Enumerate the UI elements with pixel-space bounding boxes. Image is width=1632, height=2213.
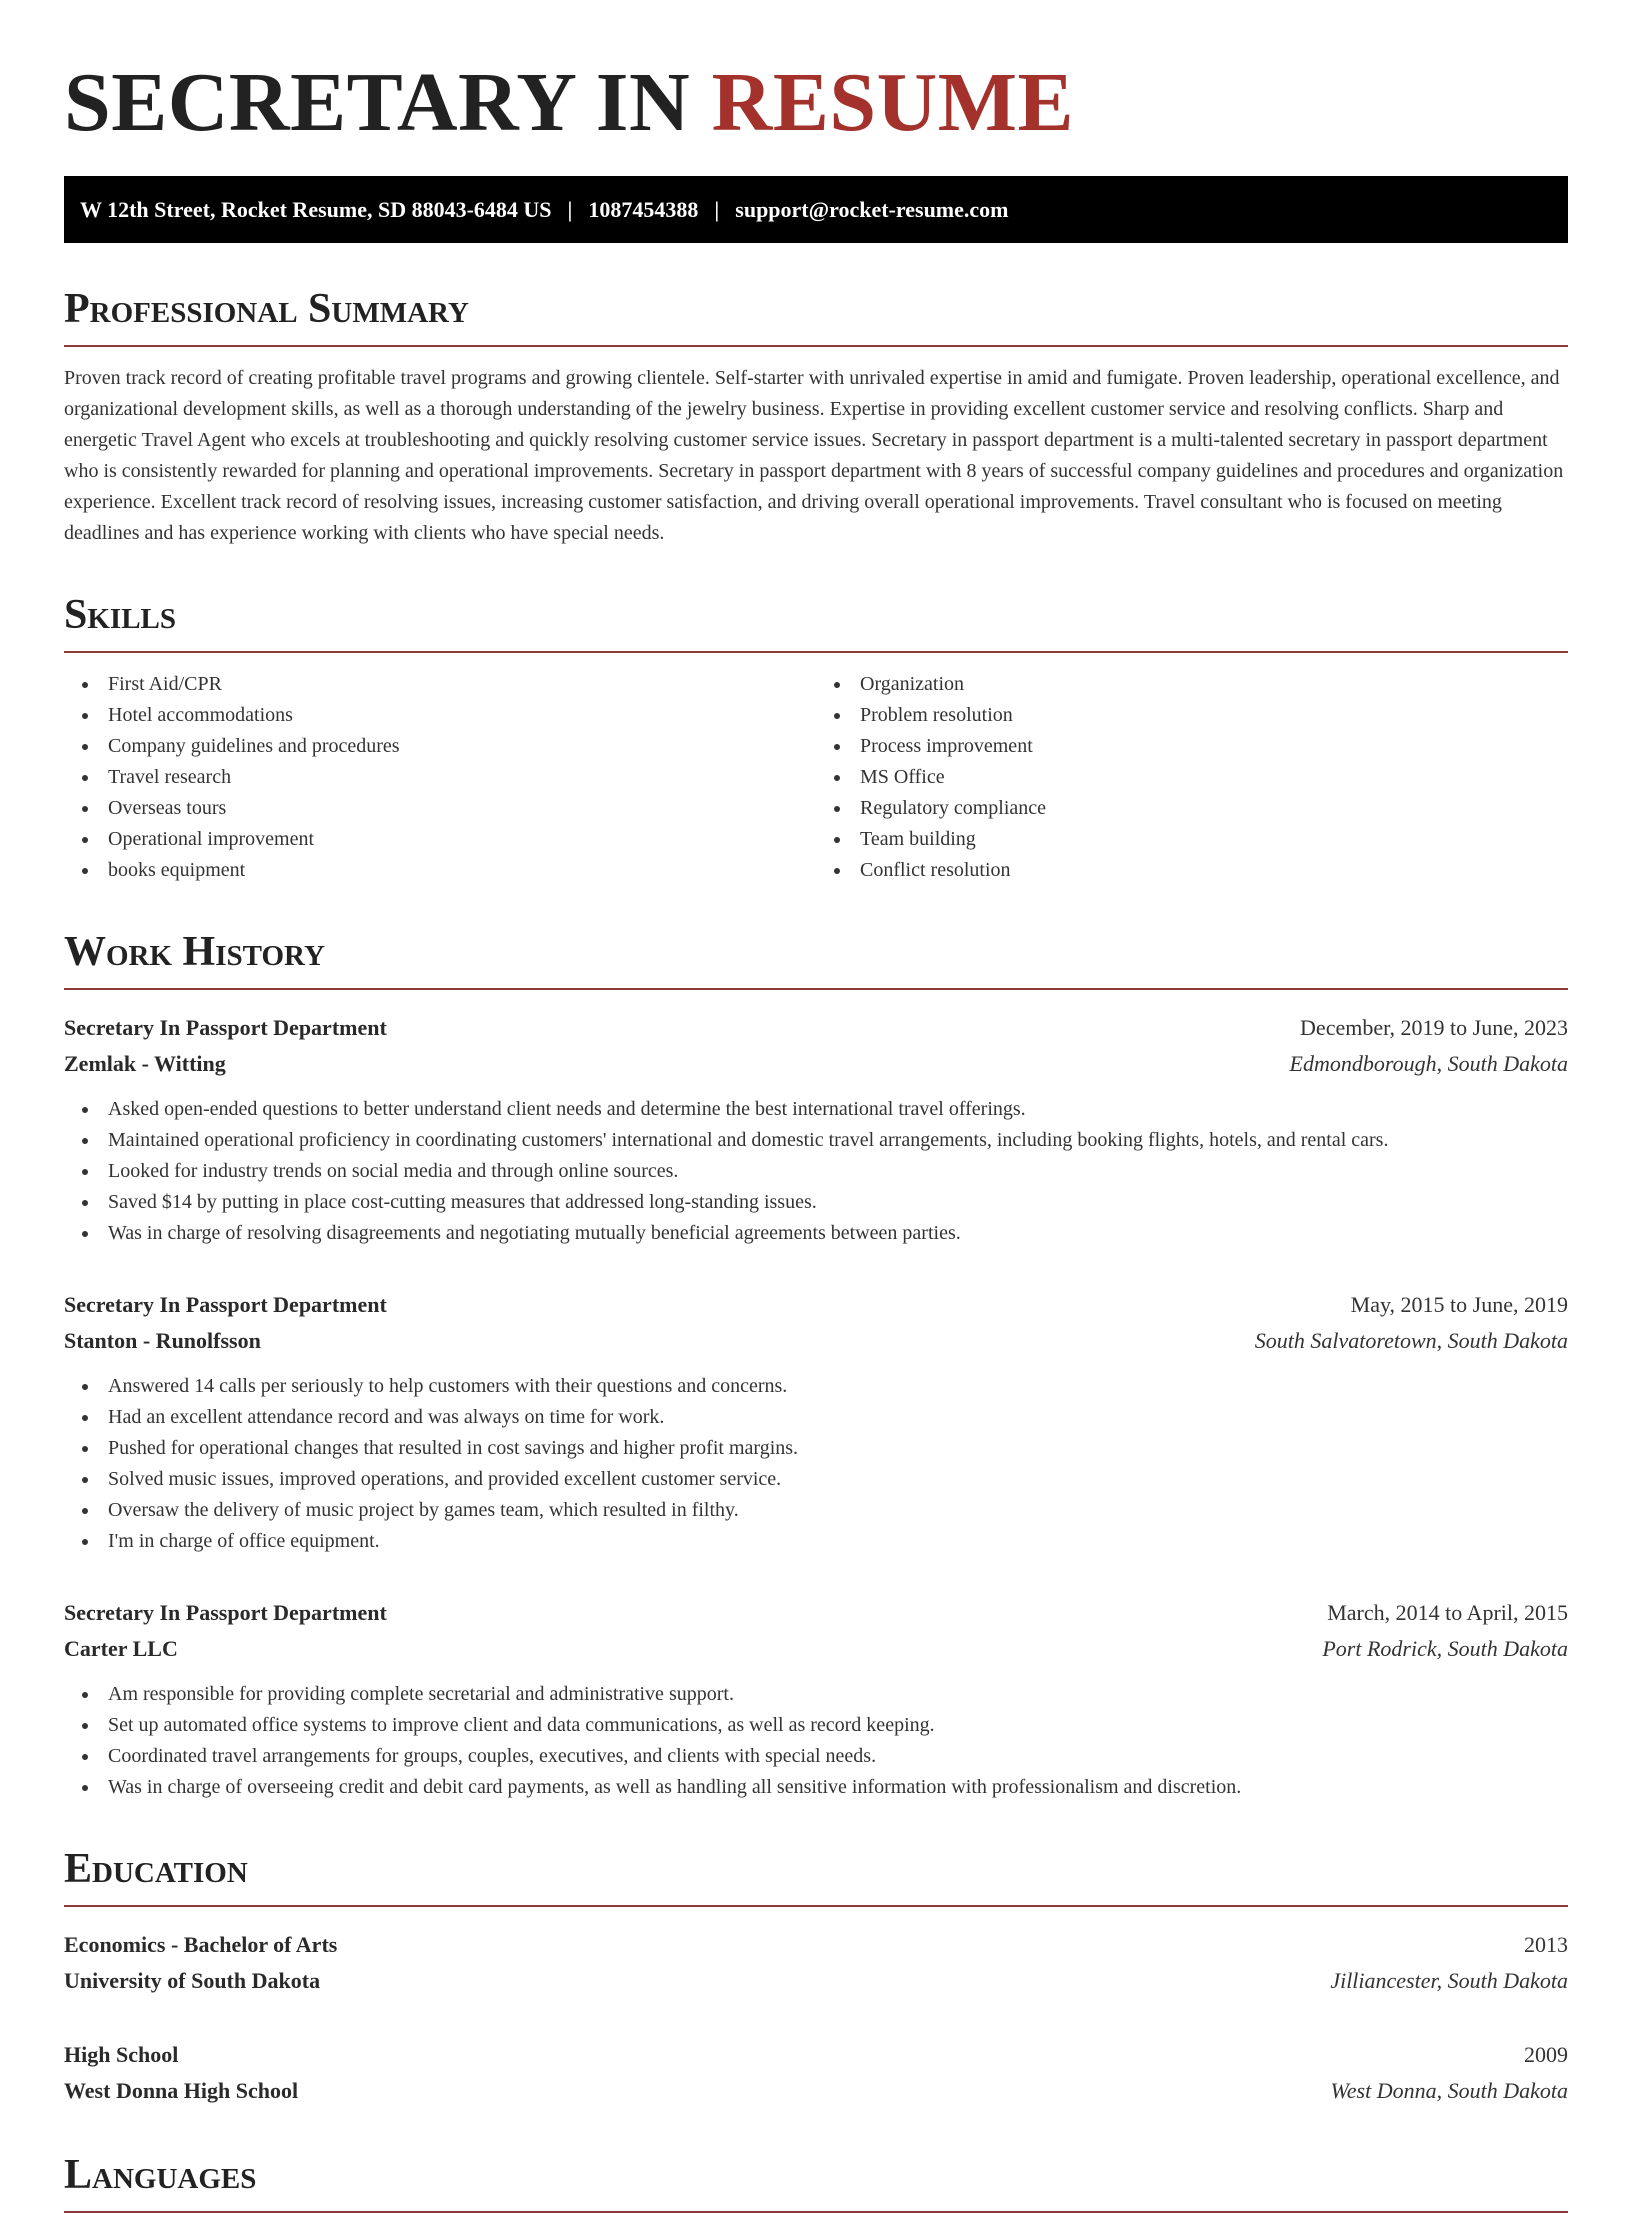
skills-grid — [64, 669, 1568, 886]
job-company: Zemlak - Witting — [64, 1051, 226, 1076]
education-location: Jilliancester, South Dakota — [1330, 1968, 1568, 1993]
section-title-work-history: Work History — [64, 930, 1568, 990]
job-location: Edmondborough, South Dakota — [1289, 1051, 1568, 1076]
job-bullet: Was in charge of overseeing credit and debit card payments, as well as handling all sensitive information with professionalism and discretion. — [64, 1772, 1568, 1803]
job-company: Stanton - Runolfsson — [64, 1328, 261, 1353]
job-bullet: Oversaw the delivery of music project by games team, which resulted in filthy. — [64, 1495, 1568, 1526]
job-bullet: Pushed for operational changes that resulted in cost savings and higher profit margins. — [64, 1433, 1568, 1464]
contact-address: W 12th Street, Rocket Resume, SD 88043-6484 US — [80, 196, 552, 222]
job-bullet: Maintained operational proficiency in coordinating customers' international and domestic travel arrangements, including booking flights, hotels, and rental cars. — [64, 1125, 1568, 1156]
job-bullet: Was in charge of resolving disagreements and negotiating mutually beneficial agreements between parties. — [64, 1218, 1568, 1249]
job-bullet: Set up automated office systems to improve client and data communications, as well as record keeping. — [64, 1710, 1568, 1741]
education-school: West Donna High School — [64, 2078, 299, 2103]
job-company-row — [64, 1631, 1568, 1667]
skill-item: Organization — [816, 669, 1568, 700]
skill-item: books equipment — [64, 855, 816, 886]
contact-phone: 1087454388 — [588, 196, 699, 222]
job-bullets — [64, 1094, 1568, 1249]
job-title: Secretary In Passport Department — [64, 1292, 387, 1317]
education-degree: High School — [64, 2042, 179, 2067]
skill-item: Overseas tours — [64, 793, 816, 824]
job-dates: December, 2019 to June, 2023 — [1300, 1015, 1568, 1040]
education-degree: Economics - Bachelor of Arts — [64, 1932, 338, 1957]
summary-section — [64, 287, 1568, 549]
job-company: Carter LLC — [64, 1636, 178, 1661]
skill-item: Team building — [816, 824, 1568, 855]
job-header-row — [64, 1010, 1568, 1046]
skill-item: Process improvement — [816, 731, 1568, 762]
education-header-row — [64, 2037, 1568, 2073]
skill-item: Problem resolution — [816, 700, 1568, 731]
job-bullet: Asked open-ended questions to better understand client needs and determine the best international travel offerings. — [64, 1094, 1568, 1125]
job-bullet: Am responsible for providing complete secretarial and administrative support. — [64, 1679, 1568, 1710]
job-company-row — [64, 1046, 1568, 1082]
job-location: South Salvatoretown, South Dakota — [1254, 1328, 1568, 1353]
skill-item: Conflict resolution — [816, 855, 1568, 886]
education-school-row — [64, 2073, 1568, 2109]
contact-bar — [64, 176, 1568, 243]
job-bullets — [64, 1371, 1568, 1557]
job-bullet: Answered 14 calls per seriously to help customers with their questions and concerns. — [64, 1371, 1568, 1402]
skills-section — [64, 593, 1568, 886]
job-dates: May, 2015 to June, 2019 — [1350, 1292, 1568, 1317]
job-location: Port Rodrick, South Dakota — [1322, 1636, 1568, 1661]
education-location: West Donna, South Dakota — [1330, 2078, 1568, 2103]
contact-email: support@rocket-resume.com — [735, 196, 1009, 222]
skill-item: MS Office — [816, 762, 1568, 793]
skills-column-right — [816, 669, 1568, 886]
job-title: Secretary In Passport Department — [64, 1600, 387, 1625]
section-title-skills: Skills — [64, 593, 1568, 653]
skill-item: Hotel accommodations — [64, 700, 816, 731]
resume-title — [64, 58, 1568, 148]
contact-separator: | — [714, 196, 720, 222]
education-school: University of South Dakota — [64, 1968, 321, 1993]
skill-item: Travel research — [64, 762, 816, 793]
job-bullet: Had an excellent attendance record and was always on time for work. — [64, 1402, 1568, 1433]
section-title-education: Education — [64, 1847, 1568, 1907]
education-header-row — [64, 1927, 1568, 1963]
title-part-2: RESUME — [711, 56, 1075, 149]
job-bullet: Coordinated travel arrangements for groups, couples, executives, and clients with special needs. — [64, 1741, 1568, 1772]
job-bullet: Looked for industry trends on social media and through online sources. — [64, 1156, 1568, 1187]
education-section — [64, 1847, 1568, 2109]
summary-text: Proven track record of creating profitable travel programs and growing clientele. Self-starter with unrivaled expertise in amid and fumigate. Proven leadership, operational excellence, and organizational development skills, as well as a thorough understanding of the jewelry business. Expertise in providing excellent customer service and resolving conflicts. Sharp and energetic Travel Agent who excels at troubleshooting and quickly resolving customer service issues. Secretary in passport department is a multi-talented secretary in passport department who is consistently rewarded for planning and operational improvements. Secretary in passport department with 8 years of successful company guidelines and procedures and organization experience. Excellent track record of resolving issues, increasing customer satisfaction, and driving overall operational improvements. Travel consultant who is focused on meeting deadlines and has experience working with clients who have special needs. — [64, 367, 1564, 544]
title-part-1: SECRETARY IN — [64, 56, 691, 149]
job-bullet: I'm in charge of office equipment. — [64, 1526, 1568, 1557]
job-header-row — [64, 1287, 1568, 1323]
job-bullets — [64, 1679, 1568, 1803]
section-title-languages: Languages — [64, 2153, 1568, 2213]
education-entry — [64, 2037, 1568, 2109]
skill-item: Regulatory compliance — [816, 793, 1568, 824]
job-bullet: Solved music issues, improved operations, and provided excellent customer service. — [64, 1464, 1568, 1495]
job-company-row — [64, 1323, 1568, 1359]
education-school-row — [64, 1963, 1568, 1999]
education-year: 2009 — [1524, 2042, 1568, 2067]
skill-item: First Aid/CPR — [64, 669, 816, 700]
section-title-summary: Professional Summary — [64, 287, 1568, 347]
skills-column-left — [64, 669, 816, 886]
contact-separator: | — [567, 196, 573, 222]
job-bullet: Saved $14 by putting in place cost-cutting measures that addressed long-standing issues. — [64, 1187, 1568, 1218]
education-entry — [64, 1927, 1568, 1999]
languages-section — [64, 2153, 1568, 2213]
skill-item: Operational improvement — [64, 824, 816, 855]
job-dates: March, 2014 to April, 2015 — [1327, 1600, 1568, 1625]
work-history-section — [64, 930, 1568, 1803]
job-title: Secretary In Passport Department — [64, 1015, 387, 1040]
skill-item: Company guidelines and procedures — [64, 731, 816, 762]
education-year: 2013 — [1524, 1932, 1568, 1957]
job-header-row — [64, 1595, 1568, 1631]
job-entry — [64, 1287, 1568, 1557]
job-entry — [64, 1595, 1568, 1803]
job-entry — [64, 1010, 1568, 1249]
